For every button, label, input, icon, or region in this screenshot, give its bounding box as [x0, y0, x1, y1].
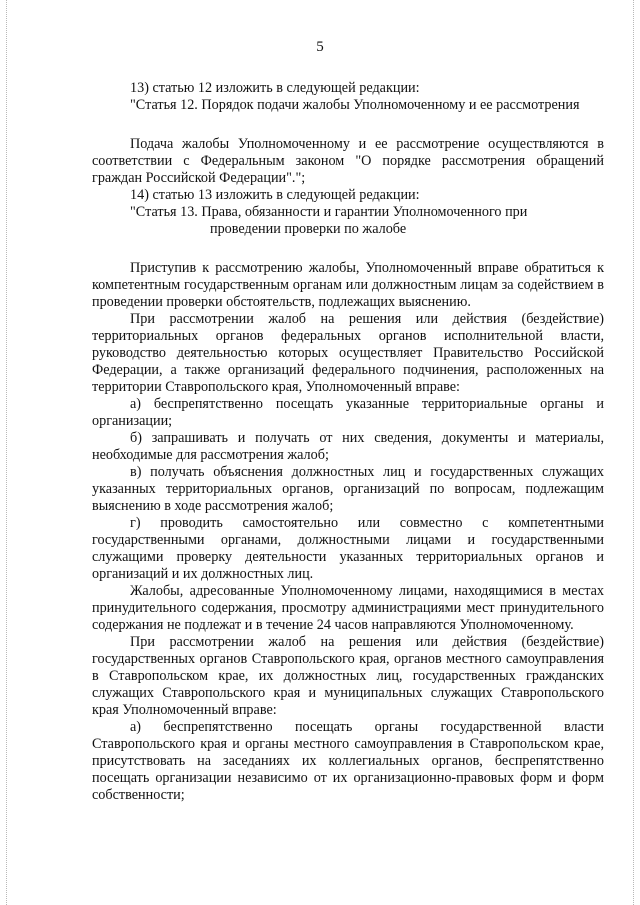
list-item-g-federal: г) проводить самостоятельно или совместно с компетентными государственными органами, должностными лицами и государственными служащими проверку деятельности указанных территориальных органов и организаций и их должностных лиц. — [92, 515, 604, 582]
list-item-b-federal: б) запрашивать и получать от них сведения, документы и материалы, необходимые для рассмотрения жалоб; — [92, 430, 604, 463]
page-number: 5 — [316, 39, 324, 55]
document-body — [92, 80, 604, 804]
article-13-title-line2: проведении проверки по жалобе — [210, 221, 407, 237]
article-12-title: "Статья 12. Порядок подачи жалобы Уполномоченному и ее рассмотрения — [130, 97, 580, 113]
paragraph-detention-complaints: Жалобы, адресованные Уполномоченному лицами, находящимися в местах принудительного содержания, просмотру администрациями мест принудительного содержания не подлежат и в течение 24 часов направляются Уполномоченному. — [92, 583, 604, 633]
scan-edge-right — [633, 0, 634, 905]
paragraph-begin-review: Приступив к рассмотрению жалобы, Уполномоченный вправе обратиться к компетентным государственным органам или должностным лицам за содействием в проведении проверки обстоятельств, подлежащих выяснению. — [92, 260, 604, 310]
list-item-a-regional: а) беспрепятственно посещать органы государственной власти Ставропольского края и органы местного самоуправления в Ставропольском крае, присутствовать на заседаниях их коллегиальных органов, беспрепятственно посещать организации независимо от их организационно-правовых форм и форм собственности; — [92, 719, 604, 803]
paragraph-regional-bodies: При рассмотрении жалоб на решения или действия (бездействие) государственных органов Ставропольского края, органов местного самоуправления в Ставропольском крае, их должностных лиц, государственных гражданских служащих Ставропольского края и муниципальных служащих Ставропольского края Уполномоченный вправе: — [92, 634, 604, 718]
article-13-title-line1: "Статья 13. Права, обязанности и гарантии Уполномоченного при — [130, 204, 528, 220]
list-item-a-federal: а) беспрепятственно посещать указанные территориальные органы и организации; — [92, 396, 604, 429]
paragraph-amendment-14: 14) статью 13 изложить в следующей редакции: — [130, 187, 420, 203]
article-12-text: Подача жалобы Уполномоченному и ее рассмотрение осуществляются в соответствии с Федеральным законом "О порядке рассмотрения обращений граждан Российской Федерации"."; — [92, 136, 604, 186]
paragraph-amendment-13: 13) статью 12 изложить в следующей редакции: — [130, 80, 420, 96]
paragraph-federal-bodies: При рассмотрении жалоб на решения или действия (бездействие) территориальных органов федеральных органов исполнительной власти, руководство деятельностью которых осуществляет Правительство Российской Федерации, а также организаций федерального подчинения, расположенных на территории Ставропольского края, Уполномоченный вправе: — [92, 311, 604, 395]
list-item-v-federal: в) получать объяснения должностных лиц и государственных служащих указанных территориальных органов, организаций по вопросам, подлежащим выяснению в ходе рассмотрения жалоб; — [92, 464, 604, 514]
scan-edge-left — [6, 0, 7, 905]
